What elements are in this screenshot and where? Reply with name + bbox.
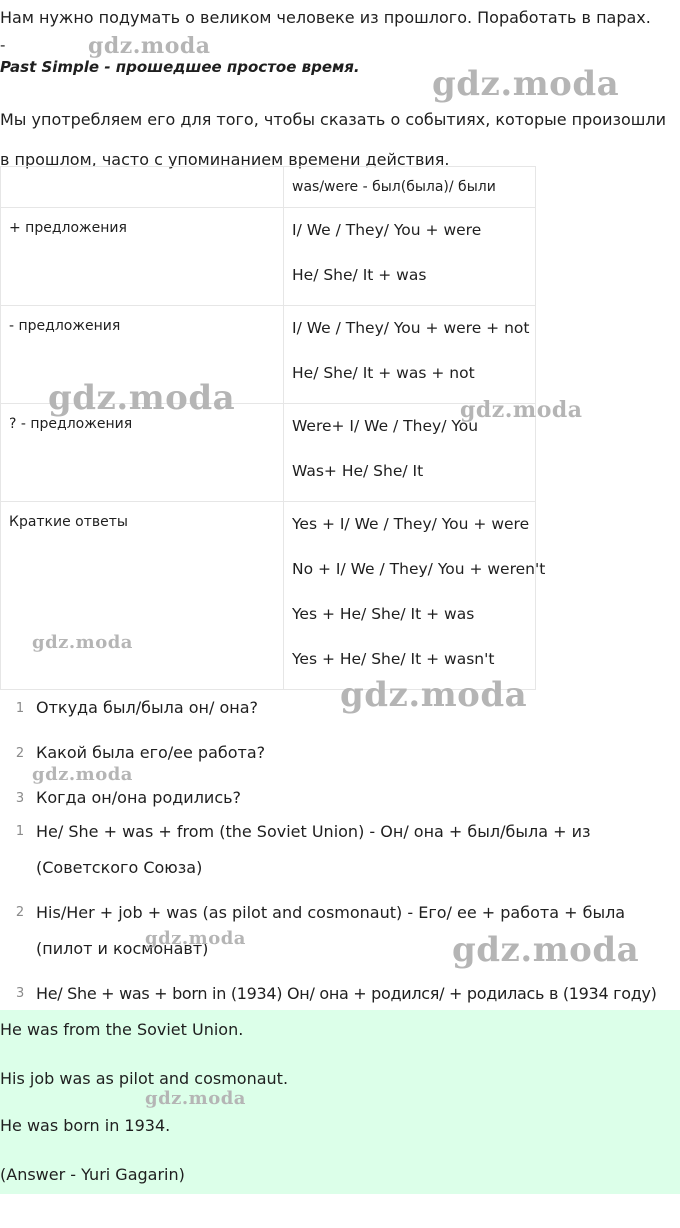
row-forms — [284, 306, 536, 404]
table-header-empty-cell — [1, 167, 284, 208]
row-label: Краткие ответы — [1, 502, 284, 690]
pattern-text: His/Her + job + was (as pilot and cosmonaut) - Его/ ее + работа + была (пилот и космонавт) — [36, 903, 626, 958]
list-number: 1 — [15, 701, 25, 716]
question-text: Когда он/она родились? — [36, 788, 242, 807]
watermark: gdz.moda — [32, 632, 133, 653]
row-label: + предложения — [1, 208, 284, 306]
form-line: He/ She/ It + was + not — [292, 364, 475, 382]
watermark: gdz.moda — [432, 64, 620, 104]
row-label: - предложения — [1, 306, 284, 404]
rule-title: Past Simple - прошедшее простое время. — [0, 58, 360, 76]
form-line: I/ We / They/ You + were — [292, 221, 482, 239]
form-line: No + I/ We / They/ You + weren't — [292, 560, 546, 578]
row-forms — [284, 502, 546, 690]
grammar-table — [0, 166, 546, 690]
list-number: 1 — [15, 824, 25, 839]
list-item — [0, 976, 680, 1012]
table-row — [1, 306, 536, 404]
watermark: gdz.moda — [145, 1088, 246, 1109]
list-item — [0, 814, 680, 895]
list-item — [0, 895, 680, 976]
watermark: gdz.moda — [452, 930, 640, 970]
list-number: 3 — [15, 791, 25, 806]
table-header-row — [1, 167, 536, 208]
watermark: gdz.moda — [48, 378, 236, 418]
form-line: Were+ I/ We / They/ You — [292, 417, 479, 435]
question-text: Откуда был/была он/ она? — [36, 698, 259, 717]
row-forms — [284, 208, 536, 306]
question-text: Какой была его/ее работа? — [36, 743, 266, 762]
answer-line: He was born in 1934. — [0, 1116, 171, 1135]
header-text: was/were - был(была)/ были — [292, 179, 496, 195]
question-list — [0, 696, 680, 820]
form-line: Yes + He/ She/ It + was — [292, 605, 475, 623]
watermark: gdz.moda — [88, 33, 211, 59]
list-number: 3 — [16, 986, 24, 1001]
dash: - — [0, 36, 6, 54]
table-row — [1, 502, 536, 690]
form-line: Was+ He/ She/ It — [292, 462, 424, 480]
rule-description: Мы употребляем его для того, чтобы сказать о событиях, которые произошли в прошлом, часто с упоминанием времени действия. — [0, 110, 667, 169]
watermark: gdz.moda — [145, 928, 246, 949]
list-item — [0, 696, 680, 741]
form-line: Yes + I/ We / They/ You + were — [292, 515, 530, 533]
watermark: gdz.moda — [460, 397, 583, 423]
table-header-cell — [284, 167, 536, 208]
row-forms — [284, 404, 536, 502]
list-item — [0, 741, 680, 786]
watermark: gdz.moda — [32, 764, 133, 785]
table-row — [1, 404, 536, 502]
answer-line: (Answer - Yuri Gagarin) — [0, 1165, 185, 1184]
task-instruction: Нам нужно подумать о великом человеке из прошлого. Поработать в парах. — [0, 8, 651, 27]
list-number: 2 — [15, 746, 25, 761]
pattern-list — [0, 814, 680, 1012]
pattern-text: He/ She + was + from (the Soviet Union) - Он/ она + был/была + из (Советского Союза) — [36, 822, 591, 877]
form-line: Yes + He/ She/ It + wasn't — [292, 650, 495, 668]
answer-line: His job was as pilot and cosmonaut. — [0, 1069, 289, 1088]
list-number: 2 — [15, 905, 25, 920]
pattern-text: He/ She + was + born in (1934) Он/ она + родился/ + родилась в (1934 году) — [36, 984, 657, 1003]
row-label: ? - предложения — [1, 404, 284, 502]
form-line: He/ She/ It + was — [292, 266, 427, 284]
watermark: gdz.moda — [340, 675, 528, 715]
form-line: I/ We / They/ You + were + not — [292, 319, 530, 337]
table-row — [1, 208, 536, 306]
answer-line: He was from the Soviet Union. — [0, 1020, 244, 1039]
answer-block — [0, 1010, 680, 1194]
